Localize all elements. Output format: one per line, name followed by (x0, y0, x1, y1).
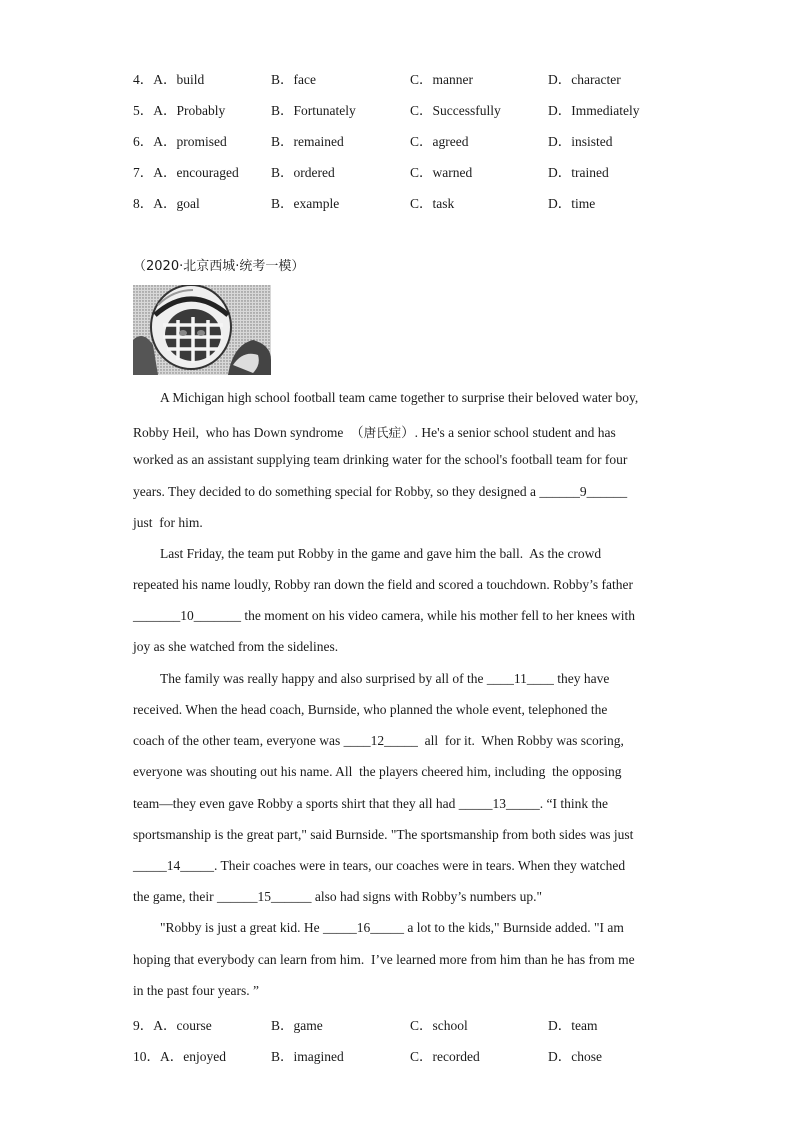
option-d: D．chose (548, 1049, 602, 1064)
option-c: C．Successfully (410, 103, 501, 118)
option-row-5 (133, 99, 693, 119)
passage-line: _______10_______ the moment on his video camera, while his mother fell to her knees with (133, 608, 636, 623)
passage-line: sportsmanship is the great part," said Burnside. "The sportsmanship from both sides was just (133, 827, 634, 842)
option-row-6 (133, 130, 693, 150)
option-a: 9．A．course (133, 1018, 212, 1033)
cjk-term: 唐氏症 (363, 425, 402, 440)
option-c: C．manner (410, 72, 473, 87)
passage-line: the game, their ______15______ also had signs with Robby’s numbers up." (133, 889, 542, 904)
option-a: 10．A．enjoyed (133, 1049, 226, 1064)
option-row-7 (133, 161, 693, 181)
passage-line: The family was really happy and also surprised by all of the ____11____ they have (160, 671, 610, 686)
blank-11: ____11____ (486, 671, 554, 686)
passage-line: worked as an assistant supplying team drinking water for the school's football team for four (133, 452, 628, 467)
passage-line: A Michigan high school football team came together to surprise their beloved water boy, (160, 390, 639, 405)
passage-line: coach of the other team, everyone was ____12_____ all for it. When Robby was scoring, (133, 733, 624, 748)
option-a: 8．A．goal (133, 196, 200, 211)
blank-9: ______9______ (539, 484, 628, 499)
option-b: B．face (271, 72, 316, 87)
passage-line: Robby Heil, who has Down syndrome （唐氏症）. He's a senior school student and has (133, 425, 616, 440)
passage-line: _____14_____. Their coaches were in tears, our coaches were in tears. When they watched (133, 858, 626, 873)
blank-10: _______10_______ (133, 608, 241, 623)
option-d: D．team (548, 1018, 598, 1033)
option-row-10 (133, 1045, 693, 1065)
passage-line: repeated his name loudly, Robby ran down the field and scored a touchdown. Robby’s father (133, 577, 633, 592)
passage-line: just for him. (133, 515, 203, 530)
option-a: 6．A．promised (133, 134, 227, 149)
option-row-9 (133, 1014, 693, 1034)
option-a: 4．A．build (133, 72, 205, 87)
passage-line: in the past four years. ” (133, 983, 259, 998)
option-c: C．recorded (410, 1049, 480, 1064)
blank-12: ____12_____ (343, 733, 418, 748)
option-row-4 (133, 68, 693, 88)
passage-line: joy as she watched from the sidelines. (133, 639, 339, 654)
option-d: D．time (548, 196, 596, 211)
passage-line: received. When the head coach, Burnside, who planned the whole event, telephoned the (133, 702, 608, 717)
passage-line: hoping that everybody can learn from him. I’ve learned more from him than he has from me (133, 952, 635, 967)
option-b: B．example (271, 196, 340, 211)
blank-14: _____14_____ (133, 858, 214, 873)
option-d: D．character (548, 72, 621, 87)
option-b: B．imagined (271, 1049, 344, 1064)
blank-13: _____13_____ (458, 796, 540, 811)
passage-line: "Robby is just a great kid. He _____16_____ a lot to the kids," Burnside added. "I am (160, 920, 624, 935)
passage-line: team—they even gave Robby a sports shirt that they all had _____13_____. “I think the (133, 796, 609, 811)
football-player-photo (133, 285, 271, 375)
passage-line: Last Friday, the team put Robby in the game and gave him the ball. As the crowd (160, 546, 602, 561)
blank-15: ______15______ (216, 889, 312, 904)
option-d: D．Immediately (548, 103, 640, 118)
option-a: 5．A．Probably (133, 103, 226, 118)
passage-line: years. They decided to do something special for Robby, so they designed a ______9______ (133, 484, 628, 499)
blank-16: _____16_____ (323, 920, 404, 935)
option-b: B．Fortunately (271, 103, 356, 118)
option-c: C．school (410, 1018, 468, 1033)
option-d: D．trained (548, 165, 609, 180)
source-label: （2020·北京西城·统考一模） (133, 259, 305, 274)
option-c: C．task (410, 196, 455, 211)
option-b: B．remained (271, 134, 344, 149)
option-row-8 (133, 192, 693, 212)
option-a: 7．A．encouraged (133, 165, 239, 180)
option-b: B．game (271, 1018, 323, 1033)
option-d: D．insisted (548, 134, 613, 149)
option-c: C．agreed (410, 134, 469, 149)
passage-line: everyone was shouting out his name. All the players cheered him, including the opposing (133, 764, 622, 779)
option-c: C．warned (410, 165, 473, 180)
option-b: B．ordered (271, 165, 335, 180)
